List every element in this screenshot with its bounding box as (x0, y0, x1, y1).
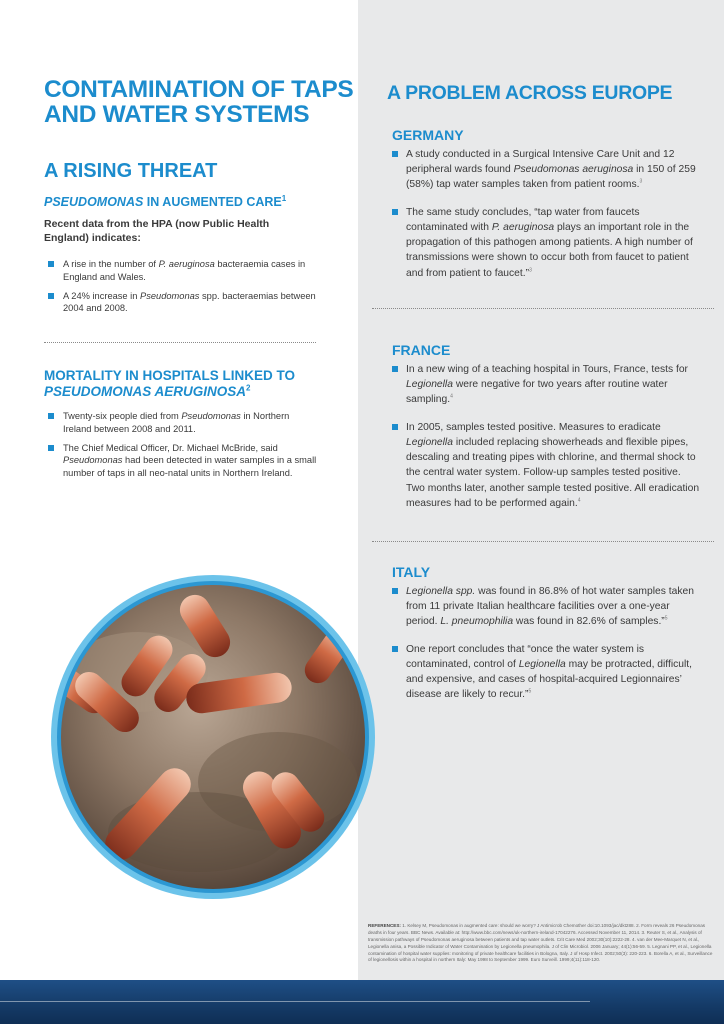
list-item: The same study concludes, “tap water from faucets contaminated with P. aeruginosa plays an important role in the propagation of this pathogen among patients. A high number of transmissions were shown to occur both from faucet to patient and from patient to faucet.”$^3$ (392, 205, 702, 281)
bullet-square-icon (392, 209, 398, 215)
bullet-square-icon (48, 413, 54, 419)
list-item: Twenty-six people died from Pseudomonas in Northern Ireland between 2008 and 2011. (48, 410, 320, 436)
bullet-square-icon (48, 445, 54, 451)
section-divider (372, 308, 714, 309)
list-item: A 24% increase in Pseudomonas spp. bacteraemias between 2004 and 2008. (48, 290, 316, 316)
france-heading: FRANCE (392, 342, 451, 358)
hpa-bullet-list (48, 258, 316, 321)
germany-bullet-list (392, 147, 702, 293)
rising-threat-heading: A RISING THREAT (44, 160, 218, 182)
europe-title: A PROBLEM ACROSS EUROPE (387, 82, 673, 104)
list-item: A study conducted in a Surgical Intensive Care Unit and 12 peripheral wards found Pseudomonas aeruginosa in 150 of 259 (58%) tap water samples taken from patient rooms.$^3$ (392, 147, 702, 193)
hpa-intro: Recent data from the HPA (now Public Health England) indicates: (44, 218, 270, 245)
augmented-care-heading: PSEUDOMONAS IN AUGMENTED CARE$^1$ (44, 193, 287, 209)
bullet-square-icon (392, 366, 398, 372)
references: REFERENCES: 1. Kelsey M, Pseudomonas in augmented care: should we worry? J Antimicrob Chemother doi:10.1093/jac/dkt288. 2. Form reveals 26 Pseudomonas deaths in four years. BBC News. Available at: http://www.bbc.com/news/uk-northern-ireland-17042276. Accessed November 11, 2014. 3. Reuter S, et al., Analysis of transmission pathways of Pseudomonas aeruginosa between patients and tap water outlets. Crit Care Med 2002;30(10):2222-28. 4. van der Mee-Marquet N, et al., Legionella anisa, a Possible Indicator of Water Contamination by Legionella pneumophila. J of Clin Microbiol. 2006 January; 44(1):56-59. 5. Legnani PP, et al., Legionella contamination of hospital water supplies: monitoring of private healthcare facilities in Bologna, Italy. J of Hosp Infect. 2002;50(3): 220-223. 6. Borella A, et al., Surveillance of legionellosis within a hospital in northern Italy: May 1998 to September 1999. Euro Surveill. 1999;4(11):118-120. (368, 923, 713, 963)
list-item: Legionella spp. was found in 86.8% of hot water samples taken from 11 private Italian healthcare facilities over a one-year period. L. pneumophilia was found in 82.6% of samples.”$^5$ (392, 584, 702, 630)
list-item: The Chief Medical Officer, Dr. Michael McBride, said Pseudomonas had been detected in water samples in a small number of taps in all neo-natal units in Northern Ireland. (48, 442, 320, 480)
france-bullet-list (392, 362, 702, 523)
section-divider (372, 541, 714, 542)
list-item: In 2005, samples tested positive. Measures to eradicate Legionella included replacing showerheads and flexible pipes, descaling and treating pipes with chlorine, and thermal shock to the central water system. Follow-up samples tested positive. Two months later, another sample tested positive. All eradication measures had to be performed again.$^4$ (392, 420, 702, 511)
footer-bar (0, 980, 724, 1024)
section-divider (44, 342, 316, 343)
bullet-square-icon (48, 261, 54, 267)
bullet-square-icon (48, 293, 54, 299)
list-item: One report concludes that “once the water system is contaminated, control of Legionella may be protracted, difficult, and expensive, and cases of hospital-acquired Legionnaires’ disease are likely to recur.”$^5$ (392, 642, 702, 703)
bullet-square-icon (392, 588, 398, 594)
bacteria-illustration (48, 572, 378, 902)
italy-bullet-list (392, 584, 702, 715)
footer-line (0, 1001, 590, 1002)
germany-heading: GERMANY (392, 127, 464, 143)
bullet-square-icon (392, 424, 398, 430)
mortality-heading: MORTALITY IN HOSPITALS LINKED TO PSEUDOMONAS AERUGINOSA$^2$ (44, 368, 296, 399)
main-title: CONTAMINATION OF TAPS AND WATER SYSTEMS (44, 76, 354, 129)
list-item: In a new wing of a teaching hospital in Tours, France, tests for Legionella were negative for two years after routine water sampling.$^4$ (392, 362, 702, 408)
mortality-bullet-list (48, 410, 320, 486)
list-item: A rise in the number of P. aeruginosa bacteraemia cases in England and Wales. (48, 258, 316, 284)
bullet-square-icon (392, 151, 398, 157)
bullet-square-icon (392, 646, 398, 652)
italy-heading: ITALY (392, 564, 431, 580)
